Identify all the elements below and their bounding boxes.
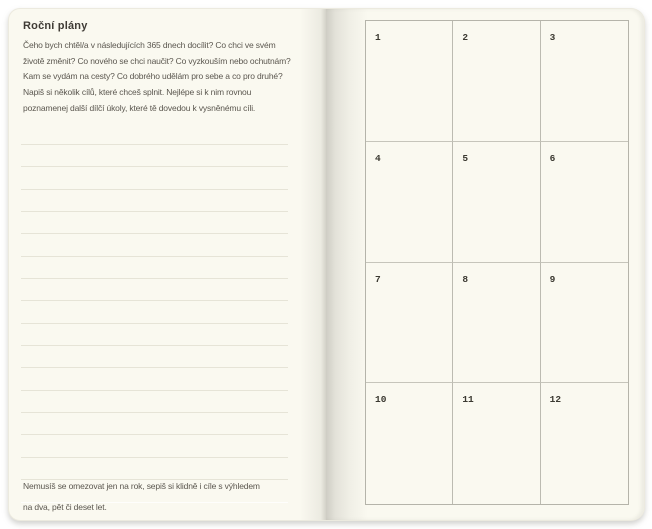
month-cell	[453, 21, 540, 142]
month-cell	[453, 142, 540, 263]
month-cell	[541, 383, 628, 504]
month-number: 11	[462, 394, 474, 406]
month-number: 5	[462, 152, 469, 164]
ruled-line	[21, 211, 288, 233]
month-cell	[453, 383, 540, 504]
ruled-line	[21, 412, 288, 434]
intro-line: životě změnit? Co nového se chci naučit? Co vyzkouším nebo ochutnám?	[23, 55, 291, 66]
month-number: 3	[549, 32, 556, 43]
month-number: 6	[549, 152, 556, 164]
ruled-line	[21, 367, 288, 389]
month-cell	[541, 263, 628, 384]
intro-line: Napiš si několik cílů, které chceš splnit. Nejlépe si k nim rovnou	[23, 87, 252, 98]
footnote-line: na dva, pět či deset let.	[23, 501, 107, 512]
ruled-line	[21, 345, 288, 367]
right-page	[326, 8, 645, 521]
month-number: 7	[375, 273, 381, 285]
month-number: 10	[375, 394, 387, 406]
month-cell	[366, 21, 453, 142]
month-number: 9	[549, 273, 556, 285]
month-cell	[541, 142, 628, 263]
intro-line: poznamenej další dílčí úkoly, které tě dovedou k vysněnému cíli.	[23, 102, 256, 113]
month-cell	[366, 142, 453, 263]
ruled-lines	[21, 144, 288, 502]
notebook-spread	[8, 8, 645, 521]
ruled-line	[21, 278, 288, 300]
ruled-line	[21, 166, 288, 188]
month-cell	[541, 21, 628, 142]
month-cell	[453, 263, 540, 384]
month-cell	[366, 383, 453, 504]
ruled-line	[21, 390, 288, 412]
ruled-line	[21, 256, 288, 278]
month-number: 8	[462, 273, 469, 285]
ruled-line	[21, 233, 288, 255]
footnote	[23, 476, 315, 517]
month-number: 2	[462, 32, 469, 43]
intro-paragraph	[23, 38, 315, 117]
month-number: 4	[375, 152, 381, 164]
footnote-line: Nemusíš se omezovat jen na rok, sepiš si klidně i cíle s výhledem	[23, 481, 260, 491]
page-title: Roční plány	[23, 20, 88, 32]
month-number: 12	[549, 394, 562, 406]
intro-line: Čeho bych chtěl/a v následujících 365 dnech docílit? Co chci ve svém	[23, 40, 276, 50]
ruled-line	[21, 323, 288, 345]
month-cell	[366, 263, 453, 384]
left-page	[8, 8, 326, 521]
month-number: 1	[375, 32, 381, 43]
ruled-line	[21, 144, 288, 166]
ruled-line	[21, 434, 288, 456]
ruled-line	[21, 300, 288, 322]
intro-line: Kam se vydám na cesty? Co dobrého udělám pro sebe a co pro druhé?	[23, 71, 283, 82]
months-grid	[365, 20, 629, 505]
ruled-line	[21, 189, 288, 211]
